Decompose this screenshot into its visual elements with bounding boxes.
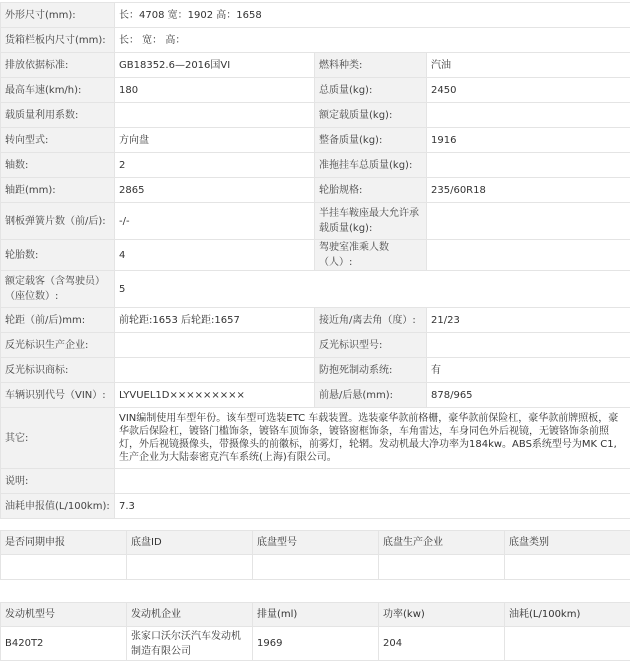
abs-value: 有 — [427, 358, 630, 383]
axle-count-label: 轴数: — [1, 153, 115, 178]
table-row — [1, 103, 630, 128]
trailer-mass-value — [427, 153, 630, 178]
table-row — [1, 555, 630, 580]
table-cell — [379, 555, 505, 580]
trailer-mass-label: 准拖挂车总质量(kg): — [315, 153, 427, 178]
column-header: 油耗(L/100km) — [505, 603, 630, 627]
table-row — [1, 469, 630, 494]
dimensions-value: 长：4708 宽：1902 高：1658 — [115, 3, 630, 28]
cargo-dimensions-label: 货箱栏板内尺寸(mm): — [1, 28, 115, 53]
engine-maker-cell: 张家口沃尔沃汽车发动机制造有限公司 — [127, 627, 253, 661]
emission-standard-value: GB18352.6—2016国VI — [115, 53, 315, 78]
column-header: 发动机型号 — [1, 603, 127, 627]
overhang-label: 前悬/后悬(mm): — [315, 383, 427, 408]
saddle-load-label: 半挂车鞍座最大允许承载质量(kg): — [315, 203, 427, 240]
reflector-maker-value — [115, 333, 315, 358]
column-header: 发动机企业 — [127, 603, 253, 627]
engine-model-cell: B420T2 — [1, 627, 127, 661]
notes-value — [115, 469, 630, 494]
chassis-table — [0, 530, 630, 580]
table-header-row — [1, 603, 630, 627]
table-row — [1, 308, 630, 333]
load-utilization-label: 载质量利用系数: — [1, 103, 115, 128]
fuel-consumption-label: 油耗申报值(L/100km): — [1, 494, 115, 519]
vin-label: 车辆识别代号（VIN）: — [1, 383, 115, 408]
leaf-spring-value: -/- — [115, 203, 315, 240]
table-row — [1, 178, 630, 203]
approach-angle-label: 接近角/离去角（度）: — [315, 308, 427, 333]
rated-passengers-label: 额定载客（含驾驶员）（座位数）: — [1, 271, 115, 308]
table-row — [1, 3, 630, 28]
column-header: 是否同期申报 — [1, 531, 127, 555]
rated-load-label: 额定载质量(kg): — [315, 103, 427, 128]
table-row — [1, 271, 630, 308]
column-header: 功率(kw) — [379, 603, 505, 627]
table-row — [1, 494, 630, 519]
fuel-consumption-value: 7.3 — [115, 494, 630, 519]
track-width-value: 前轮距:1653 后轮距:1657 — [115, 308, 315, 333]
column-header: 排量(ml) — [253, 603, 379, 627]
wheelbase-label: 轴距(mm): — [1, 178, 115, 203]
total-mass-label: 总质量(kg): — [315, 78, 427, 103]
rated-passengers-value: 5 — [115, 271, 630, 308]
table-row — [1, 28, 630, 53]
max-speed-label: 最高车速(km/h): — [1, 78, 115, 103]
steering-type-label: 转向型式: — [1, 128, 115, 153]
displacement-cell: 1969 — [253, 627, 379, 661]
table-row — [1, 203, 630, 240]
axle-count-value: 2 — [115, 153, 315, 178]
table-row — [1, 153, 630, 178]
leaf-spring-label: 钢板弹簧片数（前/后): — [1, 203, 115, 240]
track-width-label: 轮距（前/后)mm: — [1, 308, 115, 333]
cab-passengers-label: 驾驶室准乘人数（人）: — [315, 240, 427, 271]
tire-spec-value: 235/60R18 — [427, 178, 630, 203]
emission-standard-label: 排放依据标准: — [1, 53, 115, 78]
load-utilization-value — [115, 103, 315, 128]
other-value: VIN编制使用车型年份。该车型可选装ETC 车载装置。选装豪华款前格栅，豪华款前保险杠，豪华款前牌照板，豪华款后保险杠，镀铬门槛饰条，镀铬车顶饰条，镀铬窗框饰条，车角雷达，车身同色外后视镜，无镀铬饰条前照灯，外后视镜摄像头，带摄像头的前徽标，前雾灯，轮辋。发动机最大净功率为184kw。ABS系统型号为MK C1,生产企业为大陆泰密克汽车系统(上海)有限公司。 — [115, 408, 630, 469]
table-row — [1, 128, 630, 153]
fuel-consumption-cell — [505, 627, 630, 661]
column-header: 底盘类别 — [505, 531, 630, 555]
rated-load-value — [427, 103, 630, 128]
fuel-type-label: 燃料种类: — [315, 53, 427, 78]
steering-type-value: 方向盘 — [115, 128, 315, 153]
table-header-row — [1, 531, 630, 555]
saddle-load-value — [427, 203, 630, 240]
table-cell — [253, 555, 379, 580]
reflector-brand-value — [115, 358, 315, 383]
wheelbase-value: 2865 — [115, 178, 315, 203]
table-row — [1, 408, 630, 469]
tire-count-value: 4 — [115, 240, 315, 271]
total-mass-value: 2450 — [427, 78, 630, 103]
column-header: 底盘生产企业 — [379, 531, 505, 555]
column-header: 底盘ID — [127, 531, 253, 555]
abs-label: 防抱死制动系统: — [315, 358, 427, 383]
overhang-value: 878/965 — [427, 383, 630, 408]
table-row — [1, 240, 630, 271]
cargo-dimensions-value: 长： 宽： 高： — [115, 28, 630, 53]
dimensions-label: 外形尺寸(mm): — [1, 3, 115, 28]
power-cell: 204 — [379, 627, 505, 661]
curb-mass-label: 整备质量(kg): — [315, 128, 427, 153]
other-label: 其它: — [1, 408, 115, 469]
table-row — [1, 627, 630, 661]
table-row — [1, 333, 630, 358]
curb-mass-value: 1916 — [427, 128, 630, 153]
vehicle-spec-table — [0, 2, 630, 519]
cab-passengers-value — [427, 240, 630, 271]
table-row — [1, 383, 630, 408]
reflector-brand-label: 反光标识商标: — [1, 358, 115, 383]
table-row — [1, 78, 630, 103]
column-header: 底盘型号 — [253, 531, 379, 555]
reflector-model-value — [427, 333, 630, 358]
fuel-type-value: 汽油 — [427, 53, 630, 78]
tire-spec-label: 轮胎规格: — [315, 178, 427, 203]
table-cell — [127, 555, 253, 580]
table-cell — [505, 555, 630, 580]
table-row — [1, 358, 630, 383]
max-speed-value: 180 — [115, 78, 315, 103]
engine-table — [0, 602, 630, 661]
notes-label: 说明: — [1, 469, 115, 494]
table-cell — [1, 555, 127, 580]
reflector-maker-label: 反光标识生产企业: — [1, 333, 115, 358]
table-row — [1, 53, 630, 78]
reflector-model-label: 反光标识型号: — [315, 333, 427, 358]
approach-angle-value: 21/23 — [427, 308, 630, 333]
vin-value: LYVUEL1D××××××××× — [115, 383, 315, 408]
tire-count-label: 轮胎数: — [1, 240, 115, 271]
